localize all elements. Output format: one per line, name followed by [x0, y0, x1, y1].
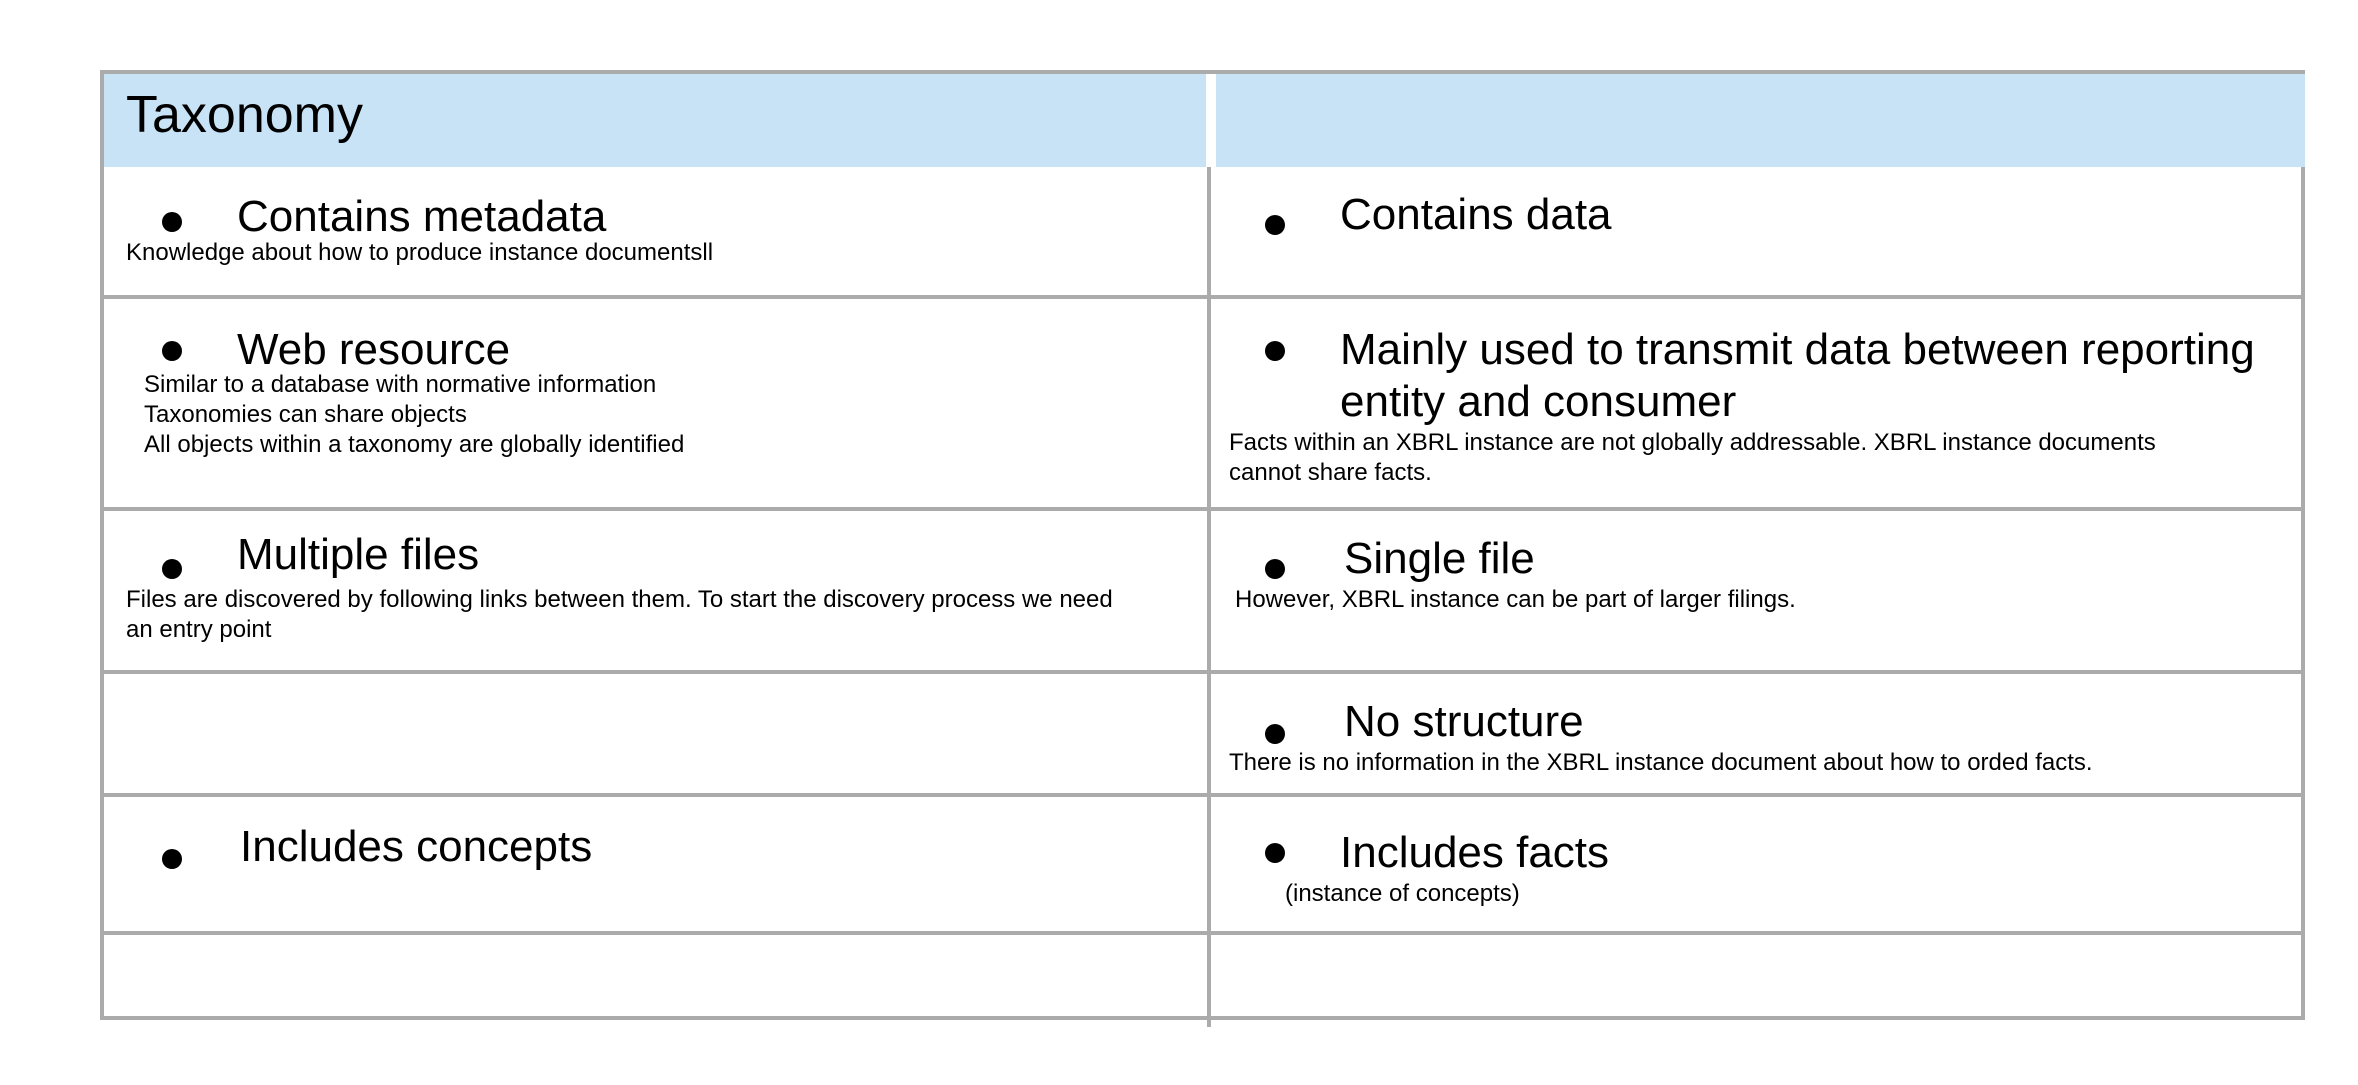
bullet-mainly-used: Mainly used to transmit data between reporting	[1340, 325, 2255, 374]
header-title-taxonomy: Taxonomy	[126, 86, 363, 144]
comparison-table	[100, 70, 2305, 1020]
detail-text: Similar to a database with normative information	[144, 371, 657, 398]
row-divider	[104, 931, 2301, 935]
bullet-mainly-used-cont: entity and consumer	[1340, 377, 1737, 426]
bullet-dot	[162, 849, 182, 869]
bullet-contains-metadata: Contains metadata	[237, 192, 607, 241]
header-cell-right	[1216, 74, 2305, 167]
header-cell-left	[104, 74, 1206, 167]
bullet-dot	[162, 559, 182, 579]
detail-text: However, XBRL instance can be part of larger filings.	[1235, 586, 1796, 613]
bullet-no-structure: No structure	[1344, 697, 1584, 746]
bullet-dot	[1265, 559, 1285, 579]
detail-text: (instance of concepts)	[1285, 880, 1520, 907]
bullet-includes-concepts: Includes concepts	[240, 822, 593, 871]
bullet-single-file: Single file	[1344, 534, 1535, 583]
row-divider	[104, 793, 2301, 797]
detail-text: Files are discovered by following links between them. To start the discovery process we need	[126, 586, 1113, 613]
row-divider	[104, 670, 2301, 674]
bullet-dot	[162, 341, 182, 361]
bullet-web-resource: Web resource	[237, 325, 511, 374]
bullet-dot	[1265, 843, 1285, 863]
row-divider	[104, 295, 2301, 299]
row-divider	[104, 507, 2301, 511]
header-separator	[1206, 74, 1216, 167]
detail-text: cannot share facts.	[1229, 459, 1432, 486]
bullet-dot	[1265, 341, 1285, 361]
bullet-multiple-files: Multiple files	[237, 530, 480, 579]
bullet-dot	[1265, 724, 1285, 744]
detail-text: Facts within an XBRL instance are not globally addressable. XBRL instance documents	[1229, 429, 2156, 456]
bullet-dot	[162, 212, 182, 232]
bullet-dot	[1265, 215, 1285, 235]
detail-text: There is no information in the XBRL instance document about how to orded facts.	[1229, 749, 2093, 776]
bullet-contains-data: Contains data	[1340, 190, 1612, 239]
detail-text: Taxonomies can share objects	[144, 401, 467, 428]
bullet-includes-facts: Includes facts	[1340, 828, 1610, 877]
detail-text: Knowledge about how to produce instance documentsll	[126, 239, 714, 266]
detail-text: an entry point	[126, 616, 272, 643]
detail-text: All objects within a taxonomy are globally identified	[144, 431, 685, 458]
